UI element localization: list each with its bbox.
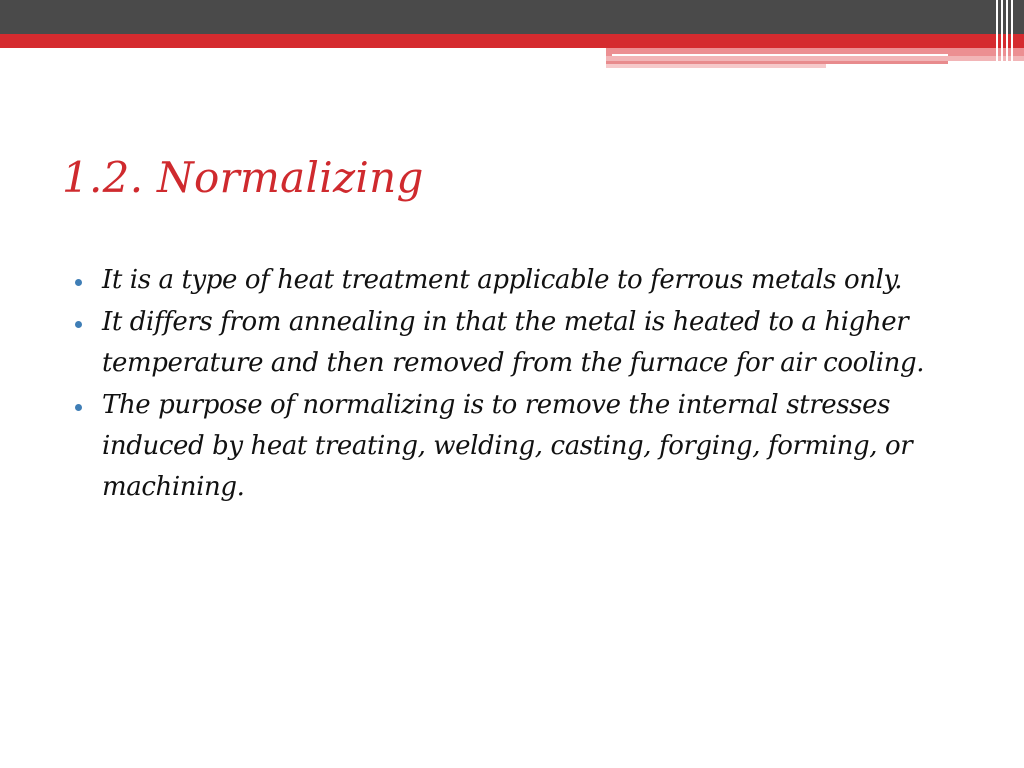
bullet-text: The purpose of normalizing is to remove the internal stresses induced by heat treating, welding, casting, forging, forming, or machining. <box>102 390 913 502</box>
header-dark-bar <box>0 0 1024 34</box>
slide-title: 1.2. Normalizing <box>62 153 424 202</box>
header-accent-line <box>612 54 948 56</box>
bullet-item <box>72 260 972 301</box>
header-accent-stripe <box>606 64 826 68</box>
bullet-item <box>72 302 972 384</box>
bullet-dot-icon <box>75 404 82 411</box>
header-red-bar <box>0 34 1024 48</box>
bullet-list <box>72 260 972 509</box>
bullet-text: It is a type of heat treatment applicable to ferrous metals only. <box>102 265 903 295</box>
bullet-dot-icon <box>75 321 82 328</box>
bullet-dot-icon <box>75 279 82 286</box>
bullet-item <box>72 385 972 508</box>
header-vertical-stripes <box>992 0 1024 70</box>
bullet-text: It differs from annealing in that the metal is heated to a higher temperature and then removed from the furnace for air cooling. <box>102 307 925 378</box>
